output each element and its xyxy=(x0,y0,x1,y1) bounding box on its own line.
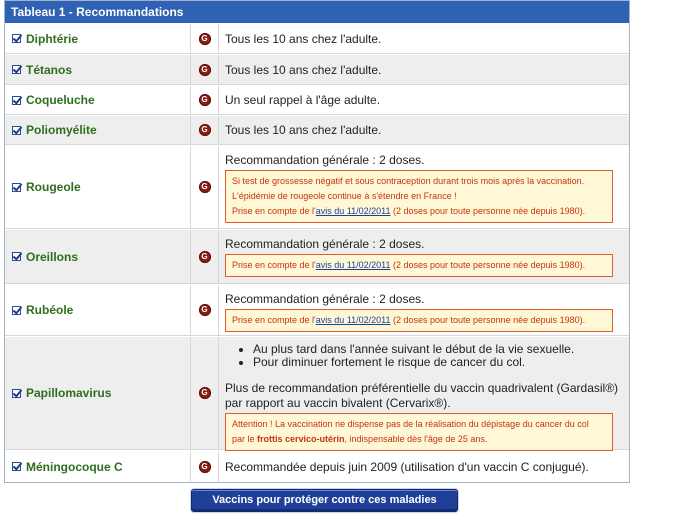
g-badge-icon[interactable]: G xyxy=(199,64,211,76)
notice-box xyxy=(225,413,613,451)
checkbox-checked-icon[interactable] xyxy=(12,183,21,192)
g-badge-icon[interactable]: G xyxy=(199,124,211,136)
checkbox-checked-icon[interactable] xyxy=(12,96,21,105)
avis-link[interactable]: avis du 11/02/2011 xyxy=(315,315,391,325)
g-badge-icon[interactable]: G xyxy=(199,304,211,316)
vaccines-button[interactable]: Vaccins pour protéger contre ces maladies xyxy=(191,489,458,512)
notice-box xyxy=(225,309,613,332)
g-badge-icon[interactable]: G xyxy=(199,94,211,106)
avis-link[interactable]: avis du 11/02/2011 xyxy=(315,260,391,270)
notice-line: L'épidémie de rougeole continue à s'étendre en France ! xyxy=(232,191,457,201)
vaccine-name[interactable]: Oreillons xyxy=(26,249,79,264)
table-row xyxy=(5,116,629,145)
checkbox-checked-icon[interactable] xyxy=(12,252,21,261)
recommendation-text: Recommandation générale : 2 doses. xyxy=(225,237,425,251)
table-row xyxy=(5,285,629,336)
checkbox-checked-icon[interactable] xyxy=(12,462,21,471)
recommendation-text: Tous les 10 ans chez l'adulte. xyxy=(225,62,382,77)
recommendation-text: Un seul rappel à l'âge adulte. xyxy=(225,93,381,107)
table-row xyxy=(5,451,629,482)
notice-line: Attention ! La vaccination ne dispense pas de la réalisation du dépistage du cancer du col xyxy=(232,419,589,429)
vaccine-name[interactable]: Coqueluche xyxy=(26,93,95,107)
notice-line: Prise en compte de l'avis du 11/02/2011 (2 doses pour toute personne née depuis 1980). xyxy=(232,206,586,216)
notice-line: Prise en compte de l'avis du 11/02/2011 (2 doses pour toute personne née depuis 1980). xyxy=(232,315,586,325)
notice-box xyxy=(225,254,613,277)
table-row xyxy=(5,86,629,115)
g-badge-icon[interactable]: G xyxy=(199,33,211,45)
checkbox-checked-icon[interactable] xyxy=(12,389,21,398)
vaccine-name[interactable]: Papillomavirus xyxy=(26,386,112,400)
recommendation-text: Recommandée depuis juin 2009 (utilisation d'un vaccin C conjugué). xyxy=(225,459,589,474)
g-badge-icon[interactable]: G xyxy=(199,181,211,193)
table-row xyxy=(5,230,629,284)
vaccine-name[interactable]: Méningocoque C xyxy=(26,459,123,474)
vaccine-name[interactable]: Diphtérie xyxy=(26,31,79,46)
table-row xyxy=(5,146,629,229)
g-badge-icon[interactable]: G xyxy=(199,251,211,263)
recommendation-text: Recommandation générale : 2 doses. xyxy=(225,153,425,167)
recommendation-paragraph: Plus de recommandation préférentielle du vaccin quadrivalent (Gardasil®) par rapport au vaccin bivalent (Cervarix®). xyxy=(225,381,619,410)
recommendation-text: Tous les 10 ans chez l'adulte. xyxy=(225,123,382,137)
checkbox-checked-icon[interactable] xyxy=(12,34,21,43)
table-title: Tableau 1 - Recommandations xyxy=(5,1,629,23)
checkbox-checked-icon[interactable] xyxy=(12,306,21,315)
table-row xyxy=(5,24,629,54)
bullet-list xyxy=(225,343,629,369)
vaccine-name[interactable]: Rougeole xyxy=(26,180,81,194)
vaccine-name[interactable]: Rubéole xyxy=(26,303,74,317)
vaccine-name[interactable]: Tétanos xyxy=(26,62,73,77)
table-row xyxy=(5,55,629,85)
checkbox-checked-icon[interactable] xyxy=(12,65,21,74)
frottis-link[interactable]: frottis cervico-utérin xyxy=(257,434,345,444)
vaccine-name[interactable]: Poliomyélite xyxy=(26,123,97,137)
avis-link[interactable]: avis du 11/02/2011 xyxy=(315,206,391,216)
notice-line: par le frottis cervico-utérin, indispensable dès l'âge de 25 ans. xyxy=(232,434,488,444)
g-badge-icon[interactable]: G xyxy=(199,387,211,399)
recommendations-table xyxy=(4,0,630,483)
table-row xyxy=(5,337,629,450)
recommendation-text: Tous les 10 ans chez l'adulte. xyxy=(225,31,382,46)
bullet-item: • Au plus tard dans l'année suivant le début de la vie sexuelle. xyxy=(253,343,629,356)
checkbox-checked-icon[interactable] xyxy=(12,126,21,135)
recommendation-text: Recommandation générale : 2 doses. xyxy=(225,292,425,306)
notice-line: Si test de grossesse négatif et sous contraception durant trois mois après la vaccination. xyxy=(232,176,585,186)
notice-line: Prise en compte de l'avis du 11/02/2011 (2 doses pour toute personne née depuis 1980). xyxy=(232,260,586,270)
bullet-item: • Pour diminuer fortement le risque de cancer du col. xyxy=(253,356,629,369)
g-badge-icon[interactable]: G xyxy=(199,461,211,473)
notice-box xyxy=(225,170,613,223)
